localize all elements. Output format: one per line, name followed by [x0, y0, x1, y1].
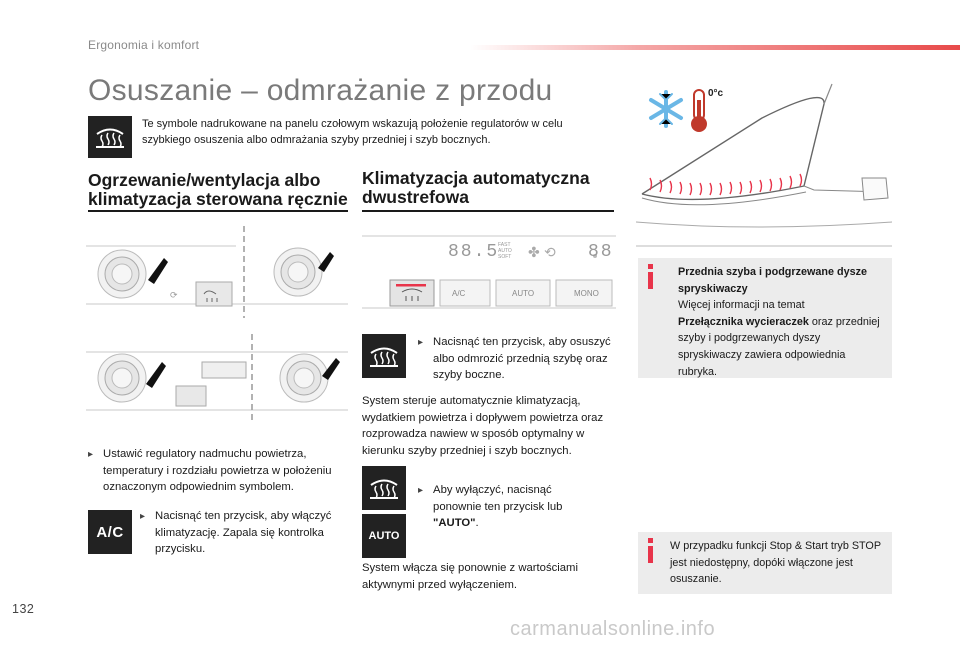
- info-box-windscreen-ref: Przełącznika wycieraczek: [678, 315, 809, 328]
- panel-display-left: 88.5: [448, 242, 500, 262]
- auto-bullet-1-text: Nacisnąć ten przycisk, aby osuszyć albo odmrozić przednią szybę oraz szyby boczne.: [433, 336, 611, 382]
- bullet-marker: ▸: [418, 485, 424, 496]
- info-icon-dot: [648, 538, 653, 543]
- manual-bullet-2: [140, 508, 350, 558]
- panel-mono-label: MONO: [574, 289, 599, 298]
- panel-mode-text: FAST AUTO SOFT: [498, 242, 512, 260]
- panel-display-right: 88: [588, 242, 614, 262]
- manual-panel-illustration-1: [86, 226, 348, 318]
- auto-button-icon: AUTO: [362, 514, 406, 558]
- manual-bullet-1: [88, 446, 352, 496]
- info-box-windscreen-text: Przednia szyba i podgrzewane dysze spryskiwaczy Więcej informacji na temat Przełącznika wycieraczek oraz przedniej szyby i podgrzewanych dyszy spryskiwaczy zawiera odpowiednia rubryka.: [678, 266, 880, 378]
- windscreen-defrost-icon: [362, 466, 406, 510]
- fan-icon: ✤: [528, 244, 540, 260]
- page-title: Osuszanie – odmrażanie z przodu: [88, 74, 553, 107]
- auto-heading: Klimatyzacja automatyczna dwustrefowa: [362, 168, 590, 207]
- section-header: Ergonomia i komfort: [88, 38, 200, 52]
- watermark: carmanualsonline.info: [510, 618, 716, 640]
- auto-paragraph-2: System włącza się ponownie z wartościami aktywnymi przed wyłączeniem.: [362, 562, 578, 591]
- auto-paragraph-1: System steruje automatycznie klimatyzacją, wydatkiem powietrza i dopływem powietrza oraz rozprowadza nawiew w sposób optymalny w kierunku szyby przedniej i szyb bocznych.: [362, 395, 604, 457]
- auto-bullet-2: [418, 482, 598, 532]
- auto-panel-illustration: [362, 232, 616, 318]
- info-icon: [648, 272, 653, 289]
- temperature-label: 0°c: [708, 88, 724, 99]
- page-number: 132: [12, 602, 35, 616]
- info-icon-dot: [648, 264, 653, 269]
- panel-ac-label: A/C: [452, 289, 466, 298]
- auto-bullet-2-text: Aby wyłączyć, nacisnąć ponownie ten przycisk lub "AUTO".: [433, 484, 563, 530]
- info-box-stop-start-text: W przypadku funkcji Stop & Start tryb STOP jest niedostępny, dopóki włączone jest osuszanie.: [670, 540, 881, 586]
- intro-text: Te symbole nadrukowane na panelu czołowym wskazują położenie regulatorów w celu szybkiego osuszenia albo odmrażania szyby przedniej i szyb bocznych.: [142, 118, 563, 146]
- windscreen-defrost-icon: [88, 116, 132, 158]
- manual-bullet-1-text: Ustawić regulatory nadmuchu powietrza, temperatury i rozdziału powietrza w położeniu oznaczonym odpowiednim symbolem.: [103, 448, 332, 494]
- windscreen-illustration: [636, 82, 892, 252]
- manual-bullet-2-text: Nacisnąć ten przycisk, aby włączyć klimatyzację. Zapala się kontrolka przycisku.: [155, 510, 332, 556]
- ac-button-icon: A/C: [88, 510, 132, 554]
- panel-auto-label: AUTO: [512, 289, 535, 298]
- airflow-icon: ⟲: [544, 244, 556, 260]
- header-accent-line: [470, 45, 960, 50]
- windscreen-defrost-icon: [362, 334, 406, 378]
- manual-heading-rule: [88, 210, 348, 212]
- bullet-marker: ▸: [140, 511, 146, 522]
- auto-heading-rule: [362, 210, 614, 212]
- info-icon: [648, 546, 653, 563]
- svg-text:⟳: ⟳: [170, 290, 178, 300]
- info-box-windscreen-title: Przednia szyba i podgrzewane dysze spryskiwaczy: [678, 266, 868, 295]
- info-box-windscreen: [638, 258, 892, 378]
- manual-heading: Ogrzewanie/wentylacja albo klimatyzacja sterowana ręcznie: [88, 170, 348, 209]
- bullet-marker: ▸: [418, 337, 424, 348]
- info-box-stop-start: [638, 532, 892, 594]
- auto-bullet-2-bold: "AUTO": [433, 517, 476, 530]
- auto-bullet-1: [418, 334, 618, 384]
- bullet-marker: ▸: [88, 449, 94, 460]
- manual-panel-illustration-2: [86, 334, 348, 420]
